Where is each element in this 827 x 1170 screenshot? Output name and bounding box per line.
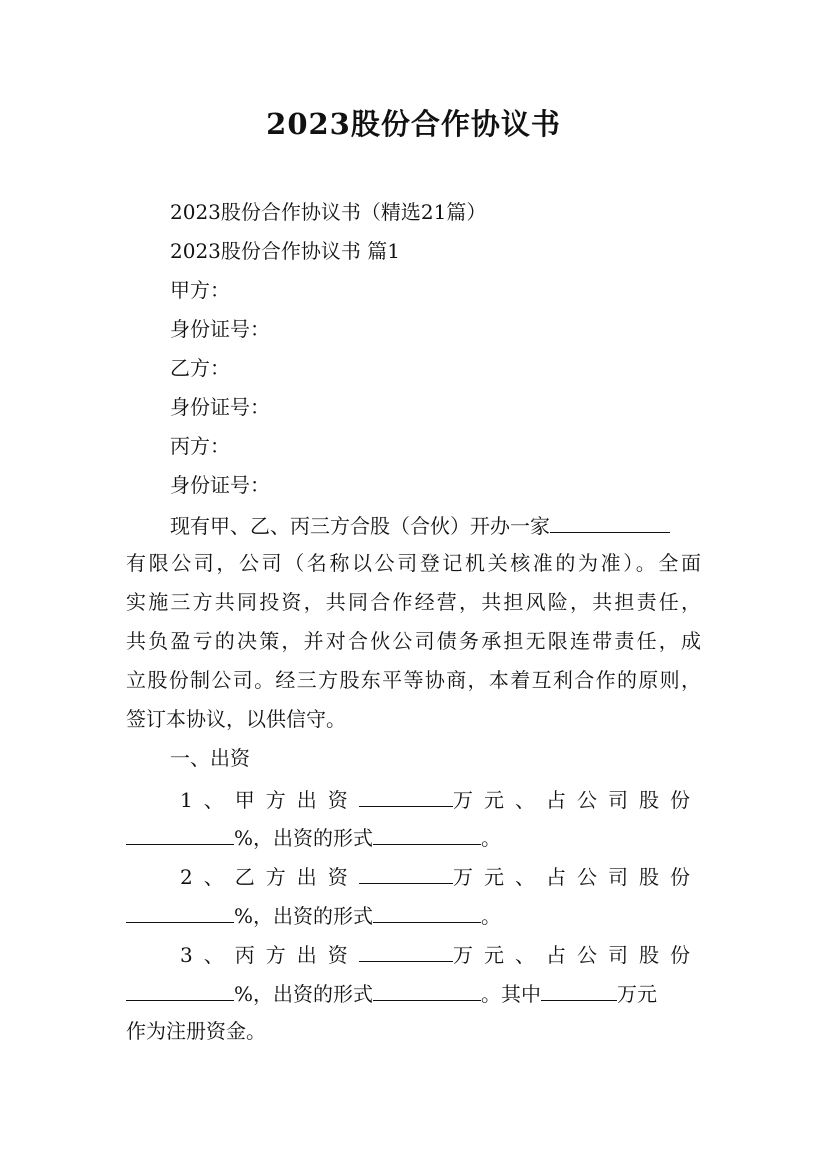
item-3-label: 3、丙方出资 [180, 943, 359, 967]
investment-heading: 一、出资 [170, 746, 250, 770]
item-3-line-2 [126, 978, 657, 1008]
item-1-unit: 万元、占公司股份 [453, 788, 701, 812]
item-3-form-label: %，出资的形式 [234, 982, 374, 1006]
intro-line-2: 有限公司，公司（名称以公司登记机关核准的为准）。全面 [126, 551, 701, 575]
intro-line-6: 签订本协议，以供信守。 [126, 707, 346, 731]
document-title: 2023股份合作协议书 [266, 107, 561, 141]
section-heading: 2023股份合作协议书 篇1 [170, 239, 400, 263]
item-1-share-blank [126, 822, 234, 845]
item-2-unit: 万元、占公司股份 [453, 865, 701, 889]
item-2-line-2 [126, 900, 501, 930]
item-3-share-blank [126, 978, 234, 1001]
item-3-line-3: 作为注册资金。 [126, 1019, 266, 1043]
item-3-line-1 [180, 939, 701, 969]
id-number-label-b: 身份证号： [170, 395, 270, 419]
id-number-label-a: 身份证号： [170, 317, 270, 341]
item-1-form-label: %，出资的形式 [234, 826, 374, 850]
item-1-label: 1、甲方出资 [180, 788, 359, 812]
item-1-amount-blank [359, 784, 453, 807]
item-3-mid: 。其中 [481, 982, 542, 1006]
item-2-share-blank [126, 900, 234, 923]
item-2-label: 2、乙方出资 [180, 865, 359, 889]
item-3-form-blank [373, 978, 481, 1001]
company-name-blank [550, 510, 670, 533]
item-2-form-blank [373, 900, 481, 923]
item-2-amount-blank [359, 861, 453, 884]
intro-line-5: 立股份制公司。经三方股东平等协商，本着互利合作的原则， [126, 668, 701, 692]
intro-line-4: 共负盈亏的决策，并对合伙公司债务承担无限连带责任，成 [126, 629, 701, 653]
item-2-line-1 [180, 861, 701, 891]
item-3-unit: 万元、占公司股份 [453, 943, 701, 967]
item-3-amount-blank [359, 939, 453, 962]
item-3-capital-blank [541, 978, 617, 1001]
document-subtitle: 2023股份合作协议书（精选21篇） [170, 200, 487, 224]
intro-text-1: 现有甲、乙、丙三方合股（合伙）开办一家 [170, 514, 550, 538]
item-1-line-2 [126, 822, 501, 852]
item-3-capital-unit: 万元 [617, 982, 658, 1006]
id-number-label-c: 身份证号： [170, 473, 270, 497]
party-b-label: 乙方： [170, 356, 230, 380]
item-1-form-blank [373, 822, 481, 845]
item-2-end: 。 [481, 904, 502, 928]
item-1-end: 。 [481, 826, 502, 850]
party-a-label: 甲方： [170, 278, 230, 302]
item-1-line-1 [180, 784, 701, 814]
intro-line-3: 实施三方共同投资，共同合作经营，共担风险，共担责任， [126, 590, 701, 614]
item-2-form-label: %，出资的形式 [234, 904, 374, 928]
party-c-label: 丙方： [170, 434, 230, 458]
intro-line-1 [170, 510, 670, 540]
